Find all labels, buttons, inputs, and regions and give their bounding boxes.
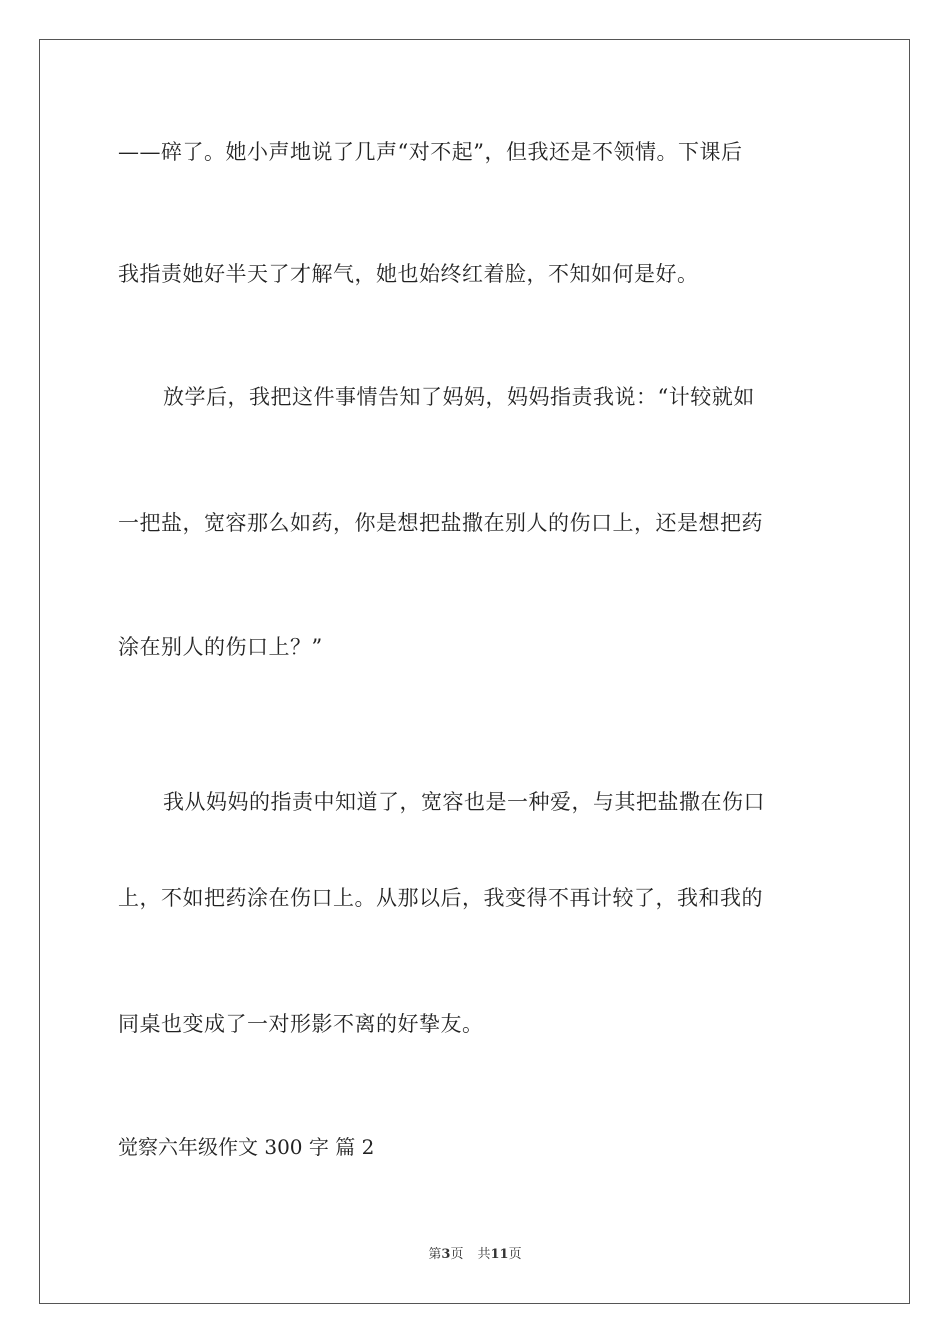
total-pages: 11 <box>490 1247 509 1262</box>
total-suffix: 页 <box>508 1247 522 1262</box>
page-prefix: 第 <box>428 1247 442 1262</box>
paragraph-line: 我指责她好半天了才解气，她也始终红着脸，不知如何是好。 <box>118 262 699 286</box>
paragraph-line: ——碎了。她小声地说了几声“对不起”，但我还是不领情。下课后 <box>118 140 743 164</box>
page-number: 3 <box>441 1247 451 1262</box>
page-footer <box>0 1246 950 1264</box>
paragraph-line: 我从妈妈的指责中知道了，宽容也是一种爱，与其把盐撒在伤口 <box>163 790 765 814</box>
page-suffix: 页 <box>450 1247 464 1262</box>
paragraph-line: 一把盐，宽容那么如药，你是想把盐撒在别人的伤口上，还是想把药 <box>118 511 763 535</box>
section-heading: 觉察六年级作文 300 字 篇 2 <box>118 1135 375 1159</box>
paragraph-line: 放学后，我把这件事情告知了妈妈，妈妈指责我说：“计较就如 <box>163 385 755 409</box>
paragraph-line: 涂在别人的伤口上？” <box>118 635 323 659</box>
total-prefix: 共 <box>477 1247 491 1262</box>
page-border <box>39 39 910 1304</box>
paragraph-line: 同桌也变成了一对形影不离的好挚友。 <box>118 1012 484 1036</box>
paragraph-line: 上，不如把药涂在伤口上。从那以后，我变得不再计较了，我和我的 <box>118 886 763 910</box>
